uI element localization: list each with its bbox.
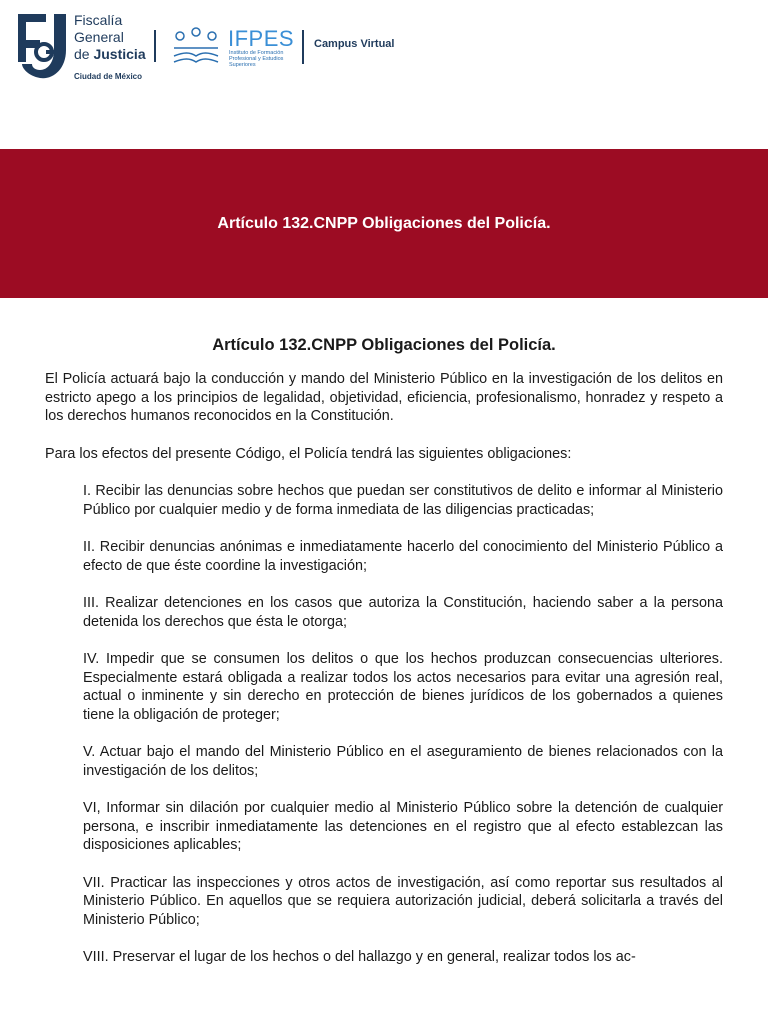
- list-item: VI, Informar sin dilación por cualquier medio al Ministerio Público sobre la detención de cualquier persona, e inscribir inmediatamente las detenciones en el registro que al efecto establezcan las disposiciones aplicables;: [83, 800, 723, 853]
- fgj-line3-prefix: de: [74, 46, 94, 62]
- intro-paragraph: El Policía actuará bajo la conducción y mando del Ministerio Público en la investigación de los delitos en estricto apego a los principios de legalidad, objetividad, eficiencia, profesionalismo, honradez y respeto a los derechos humanos reconocidos en la Constitución.: [45, 371, 723, 424]
- fgj-line3: [74, 46, 146, 63]
- fgj-wordmark: [74, 12, 146, 63]
- document-body: [45, 336, 723, 986]
- list-item: II. Recibir denuncias anónimas e inmediatamente hacerlo del conocimiento del Ministerio Público a efecto de que éste coordine la investigación;: [83, 539, 723, 574]
- page-header: [0, 0, 768, 100]
- list-item: I. Recibir las denuncias sobre hechos que puedan ser constitutivos de delito e informar al Ministerio Público por cualquier medio y de forma inmediata de las diligencias practicadas;: [83, 483, 723, 518]
- ifpes-wordmark: IFPES: [228, 26, 295, 51]
- ifpes-emblem-icon: [170, 26, 222, 70]
- list-item: IV. Impedir que se consumen los delitos o que los hechos produzcan consecuencias ulteriores. Especialmente estará obligada a realizar todos los actos necesarios para evitar una agresión real, actual o inminente y sin derecho en protección de bienes jurídicos de los gobernados a quienes tiene la obligación de proteger;: [83, 651, 723, 723]
- fgj-line2: General: [74, 29, 124, 45]
- list-item: III. Realizar detenciones en los casos que autoriza la Constitución, haciendo saber a la persona detenida los derechos que ésta le otorga;: [83, 595, 723, 630]
- list-item: V. Actuar bajo el mando del Ministerio Público en el aseguramiento de bienes relacionados con la investigación de los delitos;: [83, 744, 723, 779]
- fgj-line1: Fiscalía: [74, 12, 123, 28]
- document-title: Artículo 132.CNPP Obligaciones del Policía.: [212, 336, 556, 354]
- ifpes-subtitle: Instituto de Formación Profesional y Estudios Superiores: [229, 50, 284, 68]
- fgj-line3-bold: Justicia: [93, 46, 146, 62]
- lead-paragraph: Para los efectos del presente Código, el Policía tendrá las siguientes obligaciones:: [45, 445, 572, 462]
- list-item: VII. Practicar las inspecciones y otros actos de investigación, así como reportar sus resultados al Ministerio Público. En aquellos que se requiera autorización judicial, deberá solicitarla a través del Ministerio Público;: [83, 874, 723, 928]
- header-divider: [154, 30, 156, 62]
- title-banner: [0, 149, 768, 298]
- list-item: VIII. Preservar el lugar de los hechos o del hallazgo y en general, realizar todos los ac-: [83, 949, 636, 965]
- fgj-emblem-icon: [14, 10, 70, 82]
- banner-title: Artículo 132.CNPP Obligaciones del Policía.: [217, 214, 551, 232]
- campus-virtual-label: Campus Virtual: [314, 38, 395, 50]
- header-divider-2: [302, 30, 304, 64]
- fgj-city: Ciudad de México: [74, 72, 143, 81]
